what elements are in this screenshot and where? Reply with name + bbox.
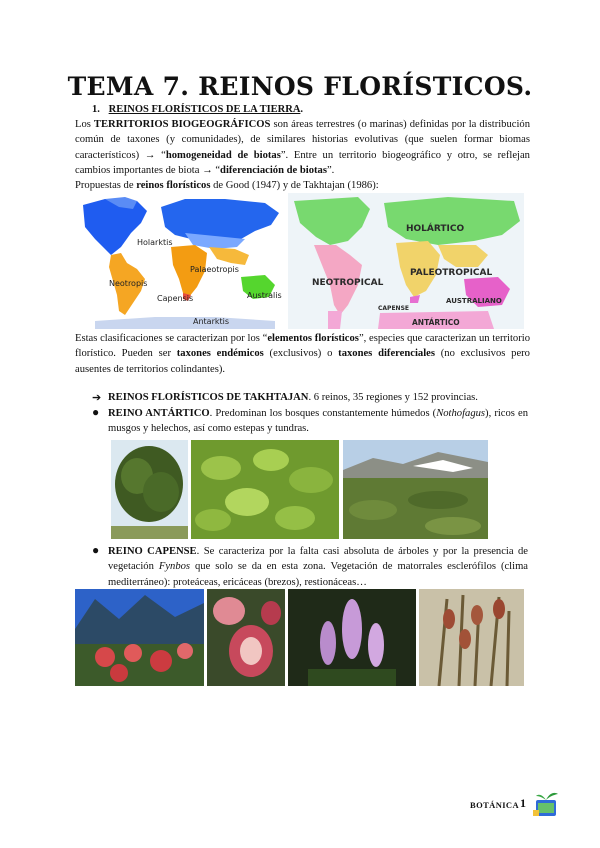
text: . Se caracteriza por la falta casi absoluta de árboles y por la presencia de vegetación: [108, 546, 528, 573]
bullet-icon: ●: [92, 405, 100, 419]
flask-icon: [532, 788, 560, 818]
text: . 6 reinos, 35 regiones y 152 provincias.: [308, 392, 478, 403]
term-capense: REINO CAPENSE: [108, 546, 197, 557]
photo-fynbos-landscape: [75, 589, 204, 686]
label-neotropis: Neotropis: [109, 279, 148, 288]
photo-erica: [288, 589, 416, 686]
protea-photo: [207, 589, 285, 686]
term-homogeneidad: homogeneidad de biotas: [165, 149, 281, 161]
label-australiano: AUSTRALIANO: [446, 297, 502, 305]
map-good: [75, 193, 285, 329]
tundra-photo: [343, 440, 488, 539]
antartico-paragraph: [108, 406, 528, 437]
section-heading: [92, 104, 303, 115]
arrow-bullet-icon: ➔: [92, 392, 102, 404]
takhtajan-line: [108, 390, 528, 405]
text: ), ricos en musgos y helechos, así como estepas y tundras.: [108, 408, 528, 435]
label-palaeotropis: Palaeotropis: [190, 265, 239, 274]
term-elementos: elementos florísticos: [267, 333, 359, 344]
term-territorios: TERRITORIOS BIOGEOGRÁFICOS: [93, 119, 271, 130]
text: (no exclusivos pero ausentes de territorios colindantes).: [75, 348, 530, 375]
footer-subject: BOTÁNICA: [470, 800, 520, 810]
label-paleotropical: PALEOTROPICAL: [410, 268, 493, 278]
section-period: .: [300, 104, 304, 115]
term-antartico: REINO ANTÁRTICO: [108, 408, 210, 419]
section-number: 1.: [92, 104, 100, 115]
restio-photo: [419, 589, 524, 686]
text: Los: [75, 119, 94, 130]
term-nothofagus: Nothofagus: [436, 408, 486, 419]
label-capense: CAPENSE: [378, 305, 409, 312]
botany-logo-icon: [532, 788, 560, 818]
bullet-icon: ●: [92, 543, 100, 557]
photo-restionaceae: [419, 589, 524, 686]
photo-protea: [207, 589, 285, 686]
photo-tundra: [343, 440, 488, 539]
text: son áreas terrestres (o marinas) definidas por la distribución común de taxones (y comunidades), de similares historias evolutivas (que suelen formar biomas característicos) → “: [75, 119, 530, 161]
term-fynbos: Fynbos: [158, 561, 191, 573]
classification-paragraph: [75, 331, 530, 377]
term-reinos: reinos florísticos: [136, 180, 211, 191]
intro-paragraph: [75, 117, 530, 179]
text: Estas clasificaciones se caracterizan por los “: [75, 333, 268, 344]
label-capensis: Capensis: [157, 294, 194, 303]
text: ”.: [326, 165, 335, 177]
region-antartico-sa: [328, 311, 342, 329]
label-australis: Australis: [247, 291, 282, 300]
capense-paragraph: [108, 544, 528, 590]
term-takhtajan: REINOS FLORÍSTICOS DE TAKHTAJAN: [108, 392, 309, 403]
text: ”, especies que caracterizan un territorio florístico. Pueden ser: [75, 333, 530, 360]
proposals-line: [75, 178, 530, 193]
tree-photo: [111, 440, 188, 539]
page-title: TEMA 7. REINOS FLORÍSTICOS.: [67, 72, 533, 101]
text: . Predominan los bosques constantemente húmedos (: [209, 408, 437, 419]
page-number: 1: [520, 796, 526, 810]
label-holarktis: Holarktis: [137, 238, 173, 247]
text: ”. Entre un territorio biogeográfico y otro, se reflejan cambios importantes de biota → “: [75, 149, 530, 177]
term-endemicos: taxones endémicos: [176, 348, 264, 360]
text: Propuestas de: [75, 180, 137, 191]
photo-nothofagus-tree: [111, 440, 188, 539]
text: de Good (1947) y de Takhtajan (1986):: [210, 180, 379, 191]
photo-nothofagus-leaves: [191, 440, 339, 539]
label-antarktis: Antarktis: [193, 317, 230, 326]
fynbos-photo: [75, 589, 204, 686]
text: (exclusivos) o: [263, 348, 339, 360]
label-neotropical: NEOTROPICAL: [312, 278, 384, 288]
text: que solo se da en esta zona. Vegetación de matorrales esclerófilos (clima mediterráneo): proteáceas, ericáceas (brezos), restionáceas…: [108, 561, 529, 588]
section-title: REINOS FLORÍSTICOS DE LA TIERRA: [108, 104, 301, 115]
map-takhtajan: [288, 193, 524, 329]
label-holartico: HOLÁRTICO: [406, 224, 465, 234]
label-antartico: ANTÁRTICO: [412, 318, 460, 327]
erica-photo: [288, 589, 416, 686]
world-map-good: [75, 193, 285, 329]
leaves-photo: [191, 440, 339, 539]
term-diferenciacion: diferenciación de biotas: [220, 165, 327, 177]
world-map-takhtajan: [288, 193, 524, 329]
term-diferenciales: taxones diferenciales: [338, 348, 435, 360]
